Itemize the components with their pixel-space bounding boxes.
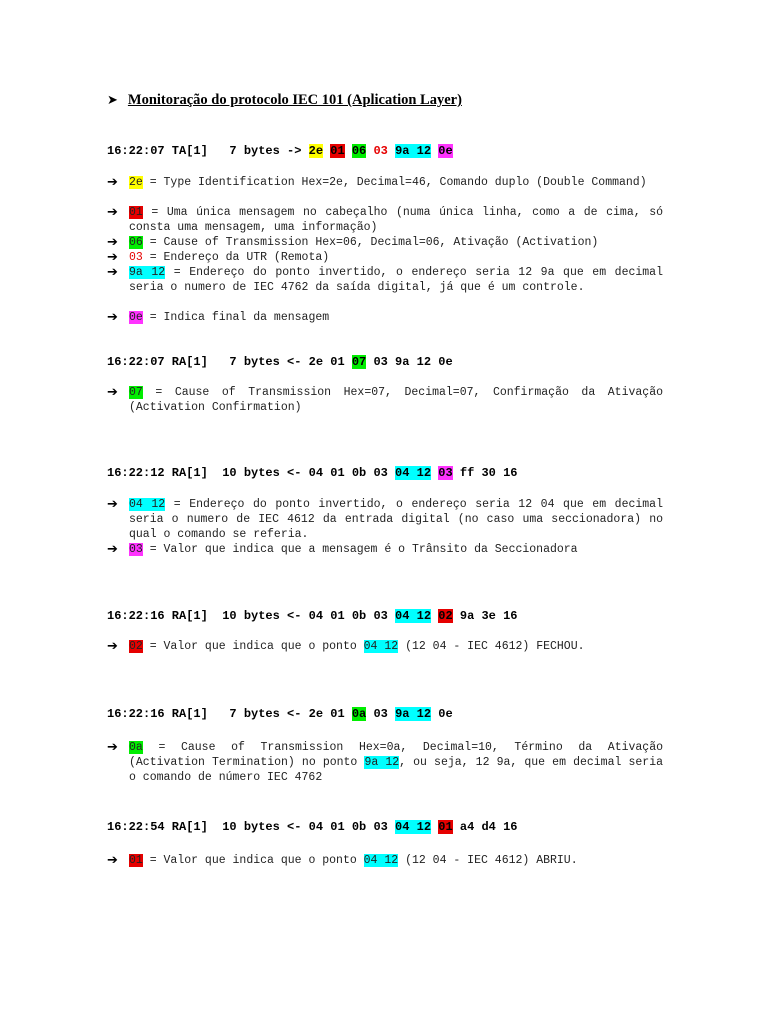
list-item: ➔ 0e = Indica final da mensagem [107, 310, 330, 325]
message-header-5: 16:22:16 RA[1] 7 bytes <- 2e 01 0a 03 9a 12 0e [107, 707, 453, 721]
message-header-1: 16:22:07 TA[1] 7 bytes -> 2e 01 06 03 9a 12 0e [107, 144, 453, 158]
list-item: ➔ 9a 12 = Endereço do ponto invertido, o endereço seria 12 9a que em decimal seria o numero de IEC 4762 da saída digital, já que é um controle. [107, 265, 663, 294]
arrow-bullet-icon: ➔ [107, 497, 118, 512]
arrow-bullet-icon: ➔ [107, 740, 118, 755]
arrow-bullet-icon: ➔ [107, 385, 118, 400]
list-item: ➔ 07 = Cause of Transmission Hex=07, Decimal=07, Confirmação da Ativação (Activation Confirmation) [107, 385, 663, 414]
arrow-bullet-icon: ➔ [107, 250, 118, 265]
arrow-bullet-icon: ➔ [107, 310, 118, 325]
arrow-bullet-icon: ➔ [107, 853, 118, 868]
message-header-2: 16:22:07 RA[1] 7 bytes <- 2e 01 07 03 9a 12 0e [107, 355, 453, 369]
message-header-4: 16:22:16 RA[1] 10 bytes <- 04 01 0b 03 04 12 02 9a 3e 16 [107, 609, 518, 623]
arrow-bullet-icon: ➔ [107, 175, 118, 190]
list-item: ➔ 04 12 = Endereço do ponto invertido, o endereço seria 12 04 que em decimal seria o numero de IEC 4612 da entrada digital (no caso uma seccionadora) no qual o comando se referia. [107, 497, 663, 541]
list-item: ➔ 03 = Valor que indica que a mensagem é o Trânsito da Seccionadora [107, 542, 578, 557]
list-item: ➔ 02 = Valor que indica que o ponto 04 12 (12 04 - IEC 4612) FECHOU. [107, 639, 585, 654]
list-item: ➔ 0a = Cause of Transmission Hex=0a, Decimal=10, Término da Ativação (Activation Termination) no ponto 9a 12, ou seja, 12 9a, que em decimal seria o comando de número IEC 4762 [107, 740, 663, 784]
list-item: ➔ 03 = Endereço da UTR (Remota) [107, 250, 330, 265]
list-item: ➔ 01 = Valor que indica que o ponto 04 12 (12 04 - IEC 4612) ABRIU. [107, 853, 578, 868]
list-item: ➔ 01 = Uma única mensagem no cabeçalho (numa única linha, como a de cima, só consta uma mensagem, uma informação) [107, 205, 663, 234]
document-title [107, 92, 462, 109]
message-header-3: 16:22:12 RA[1] 10 bytes <- 04 01 0b 03 04 12 03 ff 30 16 [107, 466, 518, 480]
arrow-bullet-icon: ➔ [107, 205, 118, 220]
arrow-bullet-icon: ➔ [107, 265, 118, 280]
title-text: Monitoração do protocolo IEC 101 (Aplication Layer) [127, 92, 462, 108]
triangle-bullet-icon: ➤ [107, 93, 118, 108]
list-item: ➔ 2e = Type Identification Hex=2e, Decimal=46, Comando duplo (Double Command) [107, 175, 647, 190]
arrow-bullet-icon: ➔ [107, 639, 118, 654]
list-item: ➔ 06 = Cause of Transmission Hex=06, Decimal=06, Ativação (Activation) [107, 235, 599, 250]
arrow-bullet-icon: ➔ [107, 542, 118, 557]
arrow-bullet-icon: ➔ [107, 235, 118, 250]
message-header-6: 16:22:54 RA[1] 10 bytes <- 04 01 0b 03 04 12 01 a4 d4 16 [107, 820, 518, 834]
